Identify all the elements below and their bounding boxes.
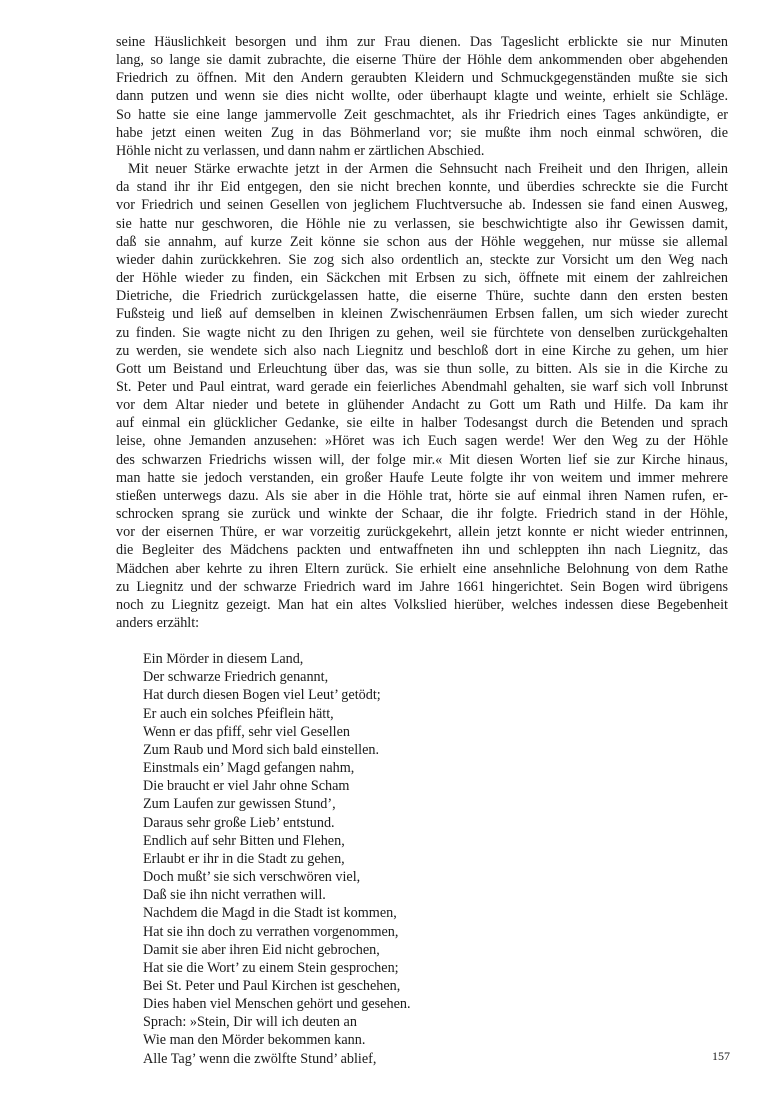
text-line: anders erzählt:: [116, 615, 200, 631]
text-line: schrocken sprang sie zurück und winkte der Schaar, die ihr folgte. Friedrich stand in der Höhle,: [116, 506, 728, 523]
text-line: dann putzen und wenn sie dies nicht wollte, oder überhaupt klagte und weinte, erhielt sie Schläge.: [116, 88, 728, 105]
poem-line: Wie man den Mörder bekommen kann.: [143, 1032, 366, 1049]
poem: [116, 650, 728, 1068]
poem-line: Zum Laufen zur gewissen Stund’,: [143, 796, 336, 813]
text-line: zu finden. Sie wagte nicht zu den Ihrigen zu gehen, weil sie fürchtete von denselben zurückgehalten: [116, 324, 728, 341]
text-line: vor Friedrich und seinen Gesellen von jeglichem Fluchtversuche ab. Indessen sie fand einen Ausweg,: [116, 197, 728, 214]
text-line: der Höhle wieder zu finden, ein Säckchen mit Erbsen zu sich, öffnete mit einem der zahlreichen: [116, 270, 728, 287]
paragraph-1: [116, 33, 728, 160]
text-line: man hatte sie jedoch verstanden, ein großer Haufe Leute folgte ihr von weitem und immer mehrere: [116, 469, 728, 486]
poem-line: Endlich auf sehr Bitten und Flehen,: [143, 832, 345, 849]
text-line: lang, so lange sie damit zubrachte, die eiserne Thüre der Höhle dem ankommenden ober abgehenden: [116, 52, 728, 69]
poem-line: Der schwarze Friedrich genannt,: [143, 669, 329, 686]
text-line: daß sie annahm, auf kurze Zeit könne sie schon aus der Höhle weggehen, nur müsse sie allemal: [116, 233, 728, 250]
poem-line: Bei St. Peter und Paul Kirchen ist geschehen,: [143, 977, 401, 994]
poem-line: Einstmals ein’ Magd gefangen nahm,: [143, 760, 355, 777]
text-line: wieder dahin zurückkehren. Sie zog sich also ordentlich an, steckte zur Vorsicht um den Weg nach: [116, 251, 728, 268]
poem-line: Dies haben viel Menschen gehört und gesehen.: [143, 996, 411, 1013]
text-line: vor dem Altar nieder und betete in glühender Andacht zu Gott um Rath und Hilfe. Da kam ihr: [116, 397, 728, 414]
poem-line: Nachdem die Magd in die Stadt ist kommen,: [143, 905, 397, 922]
poem-line: Zum Raub und Mord sich bald einstellen.: [143, 741, 380, 758]
text-line: Fußsteig und ließ auf demselben in kleinen Zwischenräumen Erbsen fallen, um sich wieder zurecht: [116, 306, 728, 323]
poem-line: Wenn er das pfiff, sehr viel Gesellen: [143, 723, 350, 740]
text-line: seine Häuslichkeit besorgen und ihm zur Frau dienen. Das Tageslicht erblickte sie nur Minuten: [116, 34, 728, 50]
text-line: stießen unterwegs dazu. Als sie aber in die Höhle trat, hörte sie auf einmal ihren Namen rufen, er-: [116, 487, 728, 504]
text-line: da stand ihr ihr Eid entgegen, den sie nicht brechen konnte, und überdies schreckte sie die Furcht: [116, 179, 728, 196]
poem-line: Er auch ein solches Pfeiflein hätt,: [143, 705, 334, 722]
text-line: des schwarzen Friedrichs wissen will, der folge mir.« Mit diesen Worten lief sie zur Kirche hinaus,: [116, 451, 728, 468]
poem-line: Hat sie ihn doch zu verrathen vorgenommen,: [143, 923, 399, 940]
poem-line: Erlaubt er ihr in die Stadt zu gehen,: [143, 850, 345, 867]
text-line: zu werden, sie wendete sich also nach Liegnitz und beschloß dort in eine Kirche zu gehen, um hier: [116, 342, 728, 359]
poem-line: Doch mußt’ sie sich verschwören viel,: [143, 869, 361, 886]
text-line: vor der eisernen Thüre, er war vorzeitig zurückgekehrt, allein jetzt konnte er nicht wieder entrinnen,: [116, 524, 728, 541]
text-line: Höhle nicht zu verlassen, und dann nahm er zärtlichen Abschied.: [116, 142, 485, 159]
text-line: zu Liegnitz und der schwarze Friedrich ward im Jahre 1661 hingerichtet. Sein Bogen wird übrigens: [116, 578, 728, 595]
poem-line: Damit sie aber ihren Eid nicht gebrochen,: [143, 941, 380, 958]
text-line: die Begleiter des Mädchens packten und entwaffneten ihn und schleppten ihn nach Liegnitz, das: [116, 542, 728, 559]
poem-line: Ein Mörder in diesem Land,: [143, 651, 304, 668]
paragraph-2: [116, 160, 728, 632]
poem-line: Alle Tag’ wenn die zwölfte Stund’ ablief,: [143, 1050, 377, 1067]
text-line: Friedrich zu öffnen. Mit den Andern geraubten Kleidern und Schmuckgegenständen mußte sie sich: [116, 70, 728, 87]
text-line: sie hatte nur geschworen, die Höhle nie zu verlassen, sie beschwichtigte also ihr Gewissen damit,: [116, 215, 728, 232]
text-line: Gott um Beistand und Erleuchtung über das, was sie thun solle, zu bitten. Als sie in die Kirche zu: [116, 360, 728, 377]
text-line: Mit neuer Stärke erwachte jetzt in der Armen die Sehnsucht nach Freiheit und den Ihrigen, allein: [128, 161, 728, 178]
page-content: [116, 33, 728, 1068]
text-line: So hatte sie eine lange jammervolle Zeit geschmachtet, als ihr Friedrich eines Tages ankündigte, er: [116, 106, 728, 123]
text-line: leise, ohne Jemanden anzusehen: »Höret was ich Euch sagen werde! Wer den Weg zu der Höhle: [116, 433, 728, 450]
text-line: habe jetzt einen weiten Zug in das Böhmerland vor; sie mußte ihm noch einmal schwören, die: [116, 124, 728, 141]
page-number: 157: [712, 1049, 730, 1063]
poem-line: Hat sie die Wort’ zu einem Stein gesprochen;: [143, 959, 399, 976]
text-line: Dietriche, die Friedrich zurückgelassen hatte, die eiserne Thüre, suchte dann den ersten besten: [116, 288, 728, 305]
text-line: auf einmal ein glücklicher Gedanke, sie eilte in halber Todesangst durch die Betenden und sprach: [116, 415, 728, 432]
poem-line: Hat durch diesen Bogen viel Leut’ getödt;: [143, 687, 381, 704]
text-line: noch zu Liegnitz gezeigt. Man hat ein altes Volkslied hierüber, welches indessen diese Begebenheit: [116, 596, 728, 613]
text-line: St. Peter und Paul eintrat, ward gerade ein feierliches Abendmahl gehalten, sie warf sich voll Inbrunst: [116, 378, 728, 395]
text-line: Mädchen aber kehrte zu ihren Eltern zurück. Sie erhielt eine ansehnliche Belohnung von dem Rathe: [116, 560, 728, 577]
poem-line: Daß sie ihn nicht verrathen will.: [143, 887, 326, 904]
poem-line: Sprach: »Stein, Dir will ich deuten an: [143, 1014, 357, 1031]
poem-line: Daraus sehr große Lieb’ entstund.: [143, 814, 335, 831]
poem-line: Die braucht er viel Jahr ohne Scham: [143, 778, 350, 795]
